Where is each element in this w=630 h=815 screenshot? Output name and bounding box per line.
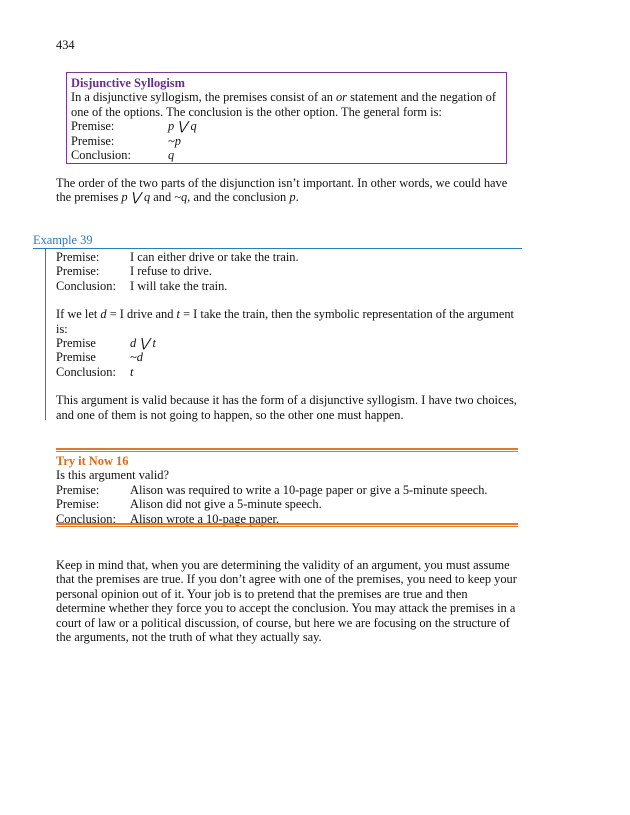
try-it-row <box>56 483 518 497</box>
definition-row-value: p ⋁ q <box>168 119 197 134</box>
definition-row-label: Premise: <box>71 119 115 134</box>
paragraph-text: . <box>295 190 299 205</box>
paragraph-text: The order of the two parts of the disjunction isn’t important. In other words, we could have the premises <box>56 176 508 205</box>
try-it-row <box>56 497 518 511</box>
example-sidebar-line <box>45 248 46 420</box>
try-it-row-value: Alison was required to write a 10-page paper or give a 5-minute speech. <box>130 482 488 497</box>
definition-text <box>71 90 503 119</box>
definition-box <box>66 72 507 164</box>
example-row-label: Conclusion: <box>56 278 116 293</box>
paragraph-text: and <box>150 190 175 205</box>
definition-row-value: q <box>168 148 175 163</box>
paragraph-text: , and the conclusion <box>187 190 290 205</box>
try-it-row-label: Conclusion: <box>56 511 116 526</box>
try-it-row-label: Premise: <box>56 497 100 512</box>
example-variable: d <box>100 307 107 322</box>
order-paragraph <box>56 176 518 205</box>
try-it-row-value: Alison did not give a 5-minute speech. <box>130 497 322 512</box>
example-text: = I drive and <box>106 307 177 322</box>
definition-row <box>71 119 503 133</box>
example-symbolic-value: d ⋁ t <box>130 336 156 351</box>
example-symbolic-value: ~d <box>130 350 143 365</box>
example-symbolic-label: Premise <box>56 350 96 365</box>
paragraph-expression: p <box>289 190 296 205</box>
example-row-value: I refuse to drive. <box>130 264 212 279</box>
example-label: Example 39 <box>33 233 93 247</box>
try-it-row-label: Premise: <box>56 482 100 497</box>
example-symbolic-label: Premise <box>56 336 96 351</box>
paragraph-expression: ~q <box>174 190 188 205</box>
try-it-title: Try it Now 16 <box>56 454 129 468</box>
definition-row <box>71 148 503 162</box>
example-symbolic-label: Conclusion: <box>56 364 116 379</box>
example-body <box>56 250 518 422</box>
definition-row-value: ~p <box>168 133 181 148</box>
example-row <box>56 279 518 293</box>
example-symbolic-row <box>56 350 518 364</box>
example-symbolic-row <box>56 365 518 379</box>
try-it-top-rule <box>56 448 518 452</box>
definition-row <box>71 134 503 148</box>
example-variable: t <box>176 307 180 322</box>
example-rule <box>33 248 522 249</box>
example-symbolic-value: t <box>130 364 134 379</box>
example-row-value: I will take the train. <box>130 278 228 293</box>
example-row-label: Premise: <box>56 264 100 279</box>
page-number: 434 <box>56 38 75 52</box>
try-it-box <box>56 454 518 526</box>
definition-text-part: In a disjunctive syllogism, the premises consist of an <box>71 90 336 105</box>
example-row <box>56 250 518 264</box>
example-row-label: Premise: <box>56 250 100 264</box>
example-text: If we let <box>56 307 101 322</box>
definition-row-label: Premise: <box>71 133 115 148</box>
example-text: = I take the train, then the symbolic representation of the argument is: <box>56 307 514 336</box>
validity-paragraph: Keep in mind that, when you are determining the validity of an argument, you must assume that the premises are true. If you don’t agree with one of the premises, you need to keep your personal opinion out of it. Your job is to pretend that the premises are true and then determine whether they force you to accept the conclusion. You may attack the premises in a court of law or a political discussion, of course, but here we are focusing on the structure of the arguments, not the truth of what they actually say. <box>56 558 517 645</box>
definition-row-label: Conclusion: <box>71 148 131 163</box>
example-row-value: I can either drive or take the train. <box>130 250 299 264</box>
try-it-row-value: Alison wrote a 10-page paper. <box>130 511 279 526</box>
example-symbolic-row <box>56 336 518 350</box>
try-it-question: Is this argument valid? <box>56 468 169 483</box>
definition-title: Disjunctive Syllogism <box>71 76 185 90</box>
definition-or-word: or <box>335 90 348 105</box>
definition-text-part: statement and the negation of one of the options. The conclusion is the other option. The general form is: <box>71 90 496 119</box>
try-it-bottom-rule <box>56 523 518 527</box>
example-symbolic-intro <box>56 307 518 336</box>
example-explanation: This argument is valid because it has the form of a disjunctive syllogism. I have two choices, and one of them is not going to happen, so the other one must happen. <box>56 393 517 422</box>
paragraph-expression: p ⋁ q <box>121 190 151 205</box>
example-row <box>56 264 518 278</box>
